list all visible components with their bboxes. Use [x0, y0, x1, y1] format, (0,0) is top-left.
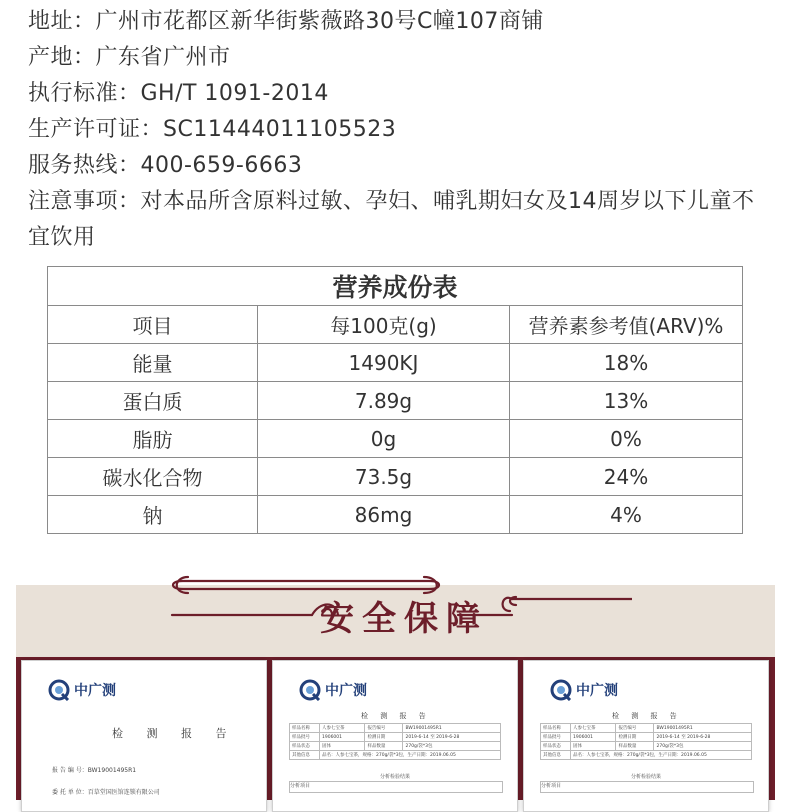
cell-item: 钠: [48, 496, 258, 534]
analysis-subtitle: 分析检验结果: [379, 774, 410, 780]
cell: 固体: [570, 742, 615, 751]
table-row: [48, 344, 743, 382]
cell: 品名：人参七宝茶，规格：270g/袋*3包，生产日期：2019.06.05: [319, 751, 500, 760]
cell: 检测日期: [616, 733, 654, 742]
analysis-header: 分析项目: [540, 781, 754, 793]
standard-line: 执行标准：GH/T 1091-2014: [28, 81, 329, 106]
report-card: [523, 660, 769, 812]
cell: 样品状态: [541, 742, 571, 751]
table-row: [48, 496, 743, 534]
cell: 人参七宝茶: [319, 724, 364, 733]
report-title: 检 测 报 告: [361, 712, 431, 720]
notice-line: 注意事项：对本品所含原料过敏、孕妇、哺乳期妇女及14周岁以下儿童不宜饮用: [28, 189, 755, 250]
logo-text: 中广测: [576, 682, 618, 698]
table-row: [48, 420, 743, 458]
cell: 固体: [319, 742, 364, 751]
cell-item: 脂肪: [48, 420, 258, 458]
header-item: 项目: [48, 306, 258, 344]
table-row: [541, 724, 752, 733]
cell: 其他信息: [290, 751, 320, 760]
cell: 其他信息: [541, 751, 571, 760]
table-row: [290, 751, 501, 760]
safety-title: 安全保障: [320, 599, 488, 639]
report-table: [289, 723, 501, 760]
cell-value: 86mg: [258, 496, 510, 534]
zgc-logo-icon: [299, 679, 321, 701]
table-row: [290, 733, 501, 742]
table-row: [48, 382, 743, 420]
zgc-logo-icon: [48, 679, 70, 701]
nutrition-title: 营养成份表: [48, 267, 743, 306]
logo-text: 中广测: [74, 682, 116, 698]
cell: 样品状态: [290, 742, 320, 751]
logo: [550, 679, 618, 701]
address-line: 地址：广州市花都区新华街紫薇路30号C幢107商铺: [28, 9, 544, 34]
report-title: 检 测 报 告: [612, 712, 682, 720]
zgc-logo-icon: [550, 679, 572, 701]
logo: [299, 679, 367, 701]
cell: 270g/袋*3包: [654, 742, 752, 751]
report-card: [21, 660, 267, 812]
table-row: [541, 733, 752, 742]
cell-item: 碳水化合物: [48, 458, 258, 496]
cell-arv: 0%: [510, 420, 743, 458]
nutrition-table: [47, 266, 743, 534]
cell: 样品名称: [541, 724, 571, 733]
product-info: [28, 4, 768, 256]
hotline-line: 服务热线：400-659-6663: [28, 153, 303, 178]
license-line: 生产许可证：SC11444011105523: [28, 117, 397, 142]
table-header-row: [48, 306, 743, 344]
cell-item: 能量: [48, 344, 258, 382]
report-number: 报 告 编 号：BW19001495R1: [52, 767, 137, 774]
cell-value: 73.5g: [258, 458, 510, 496]
report-title: 检 测 报 告: [112, 727, 237, 740]
cell-arv: 4%: [510, 496, 743, 534]
table-row: [541, 742, 752, 751]
cell: 2019-6-14 至 2019-6-28: [654, 733, 752, 742]
origin-line: 产地：广东省广州市: [28, 45, 231, 70]
cell: 1906001: [319, 733, 364, 742]
analysis-subtitle: 分析检验结果: [630, 774, 661, 780]
cell: 报告编号: [365, 724, 403, 733]
cell: 样品数量: [365, 742, 403, 751]
cell-arv: 13%: [510, 382, 743, 420]
cell: 报告编号: [616, 724, 654, 733]
cell-value: 7.89g: [258, 382, 510, 420]
cell: 样品数量: [616, 742, 654, 751]
client-name: 委 托 单 位：百草堂国医馆连锁有限公司: [52, 789, 160, 796]
cell-arv: 18%: [510, 344, 743, 382]
cell: 检测日期: [365, 733, 403, 742]
cell: BW19001495R1: [654, 724, 752, 733]
cell: 1906001: [570, 733, 615, 742]
cell: BW19001495R1: [403, 724, 501, 733]
header-per100g: 每100克(g): [258, 306, 510, 344]
cell: 2019-6-14 至 2019-6-28: [403, 733, 501, 742]
header-arv: 营养素参考值(ARV)%: [510, 306, 743, 344]
cell: 样品批号: [541, 733, 571, 742]
logo: [48, 679, 116, 701]
cell: 品名：人参七宝茶，规格：270g/袋*3包，生产日期：2019.06.05: [570, 751, 751, 760]
report-table: [540, 723, 752, 760]
cell: 270g/袋*3包: [403, 742, 501, 751]
cell: 人参七宝茶: [570, 724, 615, 733]
cell: 样品名称: [290, 724, 320, 733]
cell-value: 0g: [258, 420, 510, 458]
cell-item: 蛋白质: [48, 382, 258, 420]
logo-text: 中广测: [325, 682, 367, 698]
table-row: [290, 742, 501, 751]
report-card: [272, 660, 518, 812]
analysis-header: 分析项目: [289, 781, 503, 793]
table-row: [48, 458, 743, 496]
table-row: [290, 724, 501, 733]
cell-arv: 24%: [510, 458, 743, 496]
cell: 样品批号: [290, 733, 320, 742]
table-row: [541, 751, 752, 760]
cell-value: 1490KJ: [258, 344, 510, 382]
